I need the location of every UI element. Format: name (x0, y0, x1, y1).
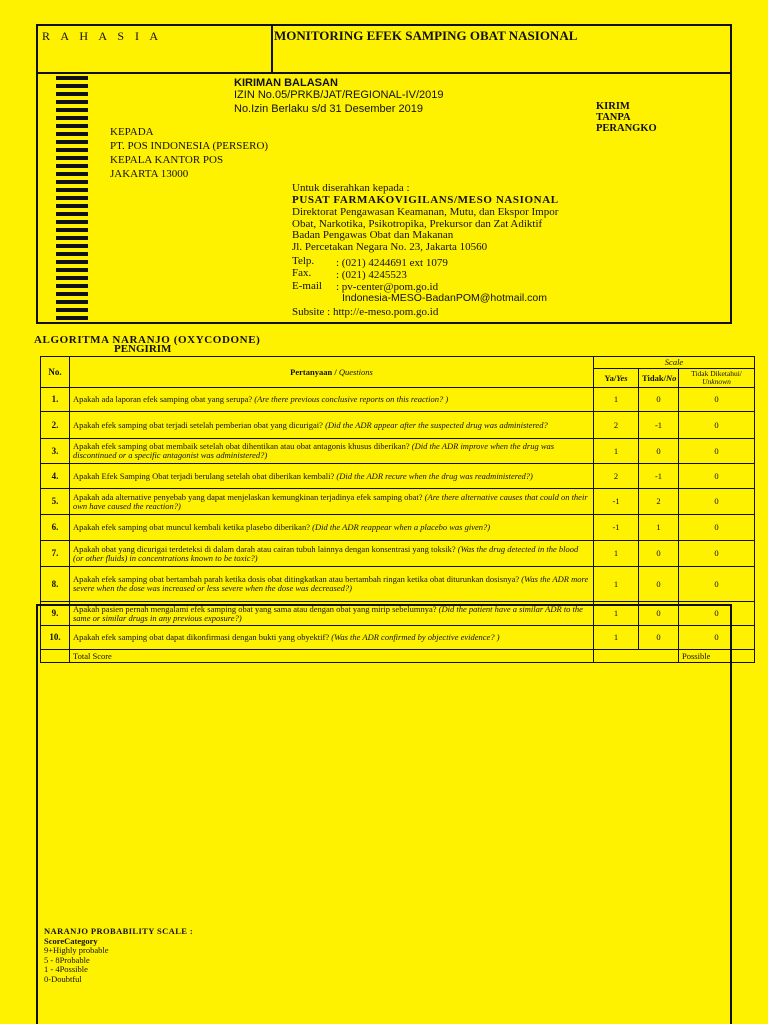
score-yes: 2 (594, 412, 639, 439)
table-row (41, 602, 755, 626)
postage-line: TANPA (596, 112, 631, 123)
address-line: Jl. Percetakan Negara No. 23, Jakarta 10560 (292, 240, 488, 253)
score-unknown: 0 (679, 412, 755, 439)
question-text-en: (Was the ADR confirmed by objective evidence? ) (331, 632, 500, 642)
question-text: Apakah pasien pernah mengalami efek samping obat yang sama atau dengan obat yang mirip sebelumnya? (73, 603, 439, 614)
score-no: 0 (639, 439, 679, 464)
row-question (70, 439, 594, 464)
score-yes: 1 (594, 567, 639, 602)
form-title: MONITORING EFEK SAMPING OBAT NASIONAL (274, 28, 578, 43)
reply-title: KIRIMAN BALASAN (234, 77, 338, 89)
score-no: 0 (639, 626, 679, 650)
question-text: Apakah efek samping obat dapat dikonfirmasi dengan bukti yang obyektif? (73, 632, 332, 642)
row-question (70, 602, 594, 626)
col-yes-header (594, 369, 639, 388)
question-text: Apakah Efek Samping Obat terjadi berulang setelah obat diberikan kembali? (73, 470, 337, 481)
addressee-line: JAKARTA 13000 (110, 168, 189, 180)
telp-label: Telp. (292, 255, 315, 267)
row-number: 7. (41, 541, 70, 567)
table-row (41, 567, 755, 602)
col-yes-label-en: Yes (616, 372, 628, 383)
question-text-en: (Did the ADR appear after the suspected drug was administered? (325, 419, 548, 430)
score-yes: 1 (594, 388, 639, 412)
row-number: 1. (41, 388, 70, 412)
addressee-line: KEPADA (110, 126, 154, 138)
email-value-2[interactable]: Indonesia-MESO-BadanPOM@hotmail.com (342, 292, 547, 304)
address-line: Badan Pengawas Obat dan Makanan (292, 229, 454, 241)
col-no-answer-label: Tidak/ (642, 372, 666, 383)
postal-barcode (56, 76, 88, 324)
header-bar (38, 26, 730, 74)
table-row (41, 464, 755, 489)
scale-line: 1 - 4Possible (44, 964, 88, 974)
score-no: 0 (639, 388, 679, 412)
score-no: 1 (639, 515, 679, 541)
question-text-en: (Are there alternative causes that could on their own have caused the reaction?) (73, 491, 588, 511)
address-line: Obat, Narkotika, Psikotropika, Prekursor dan Zat Adiktif (292, 217, 543, 230)
col-question-label-en: Questions (338, 366, 373, 377)
question-text-en: (Did the patient have a similar ADR to the same or similar drugs in any previous exposure?) (73, 603, 583, 623)
postage-free-note (596, 101, 657, 134)
row-question (70, 464, 594, 489)
postage-line: PERANGKO (596, 123, 657, 134)
recipient-org: PUSAT FARMAKOVIGILANS/MESO NASIONAL (292, 194, 559, 206)
score-yes: 1 (594, 626, 639, 650)
addressee-line: PT. POS INDONESIA (PERSERO) (110, 140, 269, 152)
score-yes: 1 (594, 602, 639, 626)
score-unknown: 0 (679, 626, 755, 650)
row-number: 8. (41, 567, 70, 602)
score-no: 0 (639, 567, 679, 602)
permit-number: IZIN No.05/PRKB/JAT/REGIONAL-IV/2019 (234, 89, 444, 101)
col-unknown-label-en: Unknown (702, 377, 731, 386)
telp-value: : (021) 4244691 ext 1079 (336, 257, 448, 269)
sender-label: PENGIRIM (114, 343, 172, 355)
question-text-en: (Did the ADR reappear when a placebo was given?) (312, 522, 491, 532)
fax-value: : (021) 4245523 (336, 269, 407, 281)
question-text: Apakah efek samping obat terjadi setelah pemberian obat yang dicurigai? (73, 419, 326, 430)
table-row (41, 541, 755, 567)
scale-line: 5 - 8Probable (44, 954, 90, 965)
score-yes: 1 (594, 541, 639, 567)
address-line: Direktorat Pengawasan Keamanan, Mutu, dan Ekspor Impor (292, 206, 559, 218)
fax-label: Fax. (292, 267, 312, 279)
score-no: 2 (639, 489, 679, 515)
row-number: 2. (41, 412, 70, 439)
postage-line: KIRIM (596, 101, 630, 112)
table-row (41, 439, 755, 464)
scale-header: Scale (594, 357, 755, 369)
score-unknown: 0 (679, 489, 755, 515)
score-yes: -1 (594, 489, 639, 515)
row-question (70, 489, 594, 515)
row-number: 3. (41, 439, 70, 464)
question-text: Apakah efek samping obat bertambah parah ketika dosis obat ditingkatkan atau bertambah ringan ketika obat diturunkan dosisnya? (73, 574, 522, 584)
subsite-link[interactable]: Subsite : http://e-meso.pom.go.id (292, 306, 439, 318)
table-row (41, 515, 755, 541)
score-unknown: 0 (679, 439, 755, 464)
scale-header-row: ScoreCategory (44, 935, 98, 946)
row-question (70, 388, 594, 412)
col-unknown-header (679, 369, 755, 388)
table-row (41, 626, 755, 650)
score-unknown: 0 (679, 602, 755, 626)
scale-line: 0-Doubtful (44, 973, 82, 984)
score-no: -1 (639, 464, 679, 489)
total-blank (41, 650, 70, 663)
col-no-answer-label-en: No (665, 372, 677, 383)
question-text: Apakah ada alternative penyebab yang dapat menjelaskan kemungkinan terjadinya efek samping obat? (73, 491, 425, 502)
question-text-en: (Was the drug detected in the blood (or other fluids) in concentrations known to be toxic?) (73, 543, 579, 563)
total-value (594, 650, 679, 663)
header-divider (271, 26, 273, 74)
scale-line: 9+Highly probable (44, 945, 109, 955)
table-row (41, 489, 755, 515)
algorithm-title: ALGORITMA NARANJO (OXYCODONE) (34, 334, 261, 346)
score-unknown: 0 (679, 541, 755, 567)
question-text: Apakah ada laporan efek samping obat yang serupa? (73, 394, 255, 404)
row-question (70, 567, 594, 602)
score-unknown: 0 (679, 388, 755, 412)
col-question-header (70, 357, 594, 388)
score-no: 0 (639, 541, 679, 567)
row-question (70, 412, 594, 439)
email-value[interactable]: : pv-center@pom.go.id (336, 281, 439, 293)
deliver-to-label: Untuk diserahkan kepada : (292, 182, 410, 194)
score-unknown: 0 (679, 464, 755, 489)
scale-title: NARANJO PROBABILITY SCALE : (44, 926, 194, 936)
naranjo-table (40, 356, 755, 663)
score-unknown: 0 (679, 567, 755, 602)
row-question (70, 515, 594, 541)
row-question (70, 626, 594, 650)
score-yes: 1 (594, 439, 639, 464)
score-yes: -1 (594, 515, 639, 541)
table-row (41, 388, 755, 412)
row-number: 4. (41, 464, 70, 489)
naranjo-table-wrap (40, 356, 742, 663)
row-number: 5. (41, 489, 70, 515)
possible-label: Possible (679, 650, 755, 663)
col-yes-label: Ya/ (604, 372, 617, 383)
question-text-en: (Are there previous conclusive reports on this reaction? ) (254, 394, 449, 404)
total-label: Total Score (70, 650, 594, 663)
question-text-en: (Was the ADR more severe when the dose was increased or less severe when the dose was decreased?) (73, 574, 589, 593)
score-yes: 2 (594, 464, 639, 489)
row-number: 10. (41, 626, 70, 650)
score-no: 0 (639, 602, 679, 626)
row-number: 6. (41, 515, 70, 541)
recipient-address (292, 207, 558, 253)
question-text: Apakah obat yang dicurigai terdeteksi di dalam darah atau cairan tubuh lainnya dengan konsentrasi yang toksik? (73, 543, 458, 554)
email-label: E-mail (292, 280, 322, 292)
score-no: -1 (639, 412, 679, 439)
col-question-label: Pertanyaan / (290, 366, 339, 377)
probability-scale (44, 927, 193, 984)
score-unknown: 0 (679, 515, 755, 541)
confidential-label: R A H A S I A (42, 29, 163, 43)
question-text-en: (Did the ADR improve when the drug was discontinued or a specific antagonist was administered?) (73, 441, 555, 460)
col-unknown-label: Tidak Diketahui/ (691, 369, 742, 378)
row-question (70, 541, 594, 567)
col-no-header: No. (41, 357, 70, 388)
addressee-line: KEPALA KANTOR POS (110, 154, 224, 166)
total-row (41, 650, 755, 663)
addressee-block (110, 125, 268, 181)
question-text: Apakah efek samping obat membaik setelah obat dihentikan atau obat antagonis khusus diberikan? (73, 441, 412, 451)
table-row (41, 412, 755, 439)
permit-validity: No.Izin Berlaku s/d 31 Desember 2019 (234, 103, 423, 115)
row-number: 9. (41, 602, 70, 626)
col-no-answer-header (639, 369, 679, 388)
question-text-en: (Did the ADR recure when the drug was readministered?) (336, 470, 533, 481)
question-text: Apakah efek samping obat muncul kembali ketika plasebo diberikan? (73, 522, 313, 532)
